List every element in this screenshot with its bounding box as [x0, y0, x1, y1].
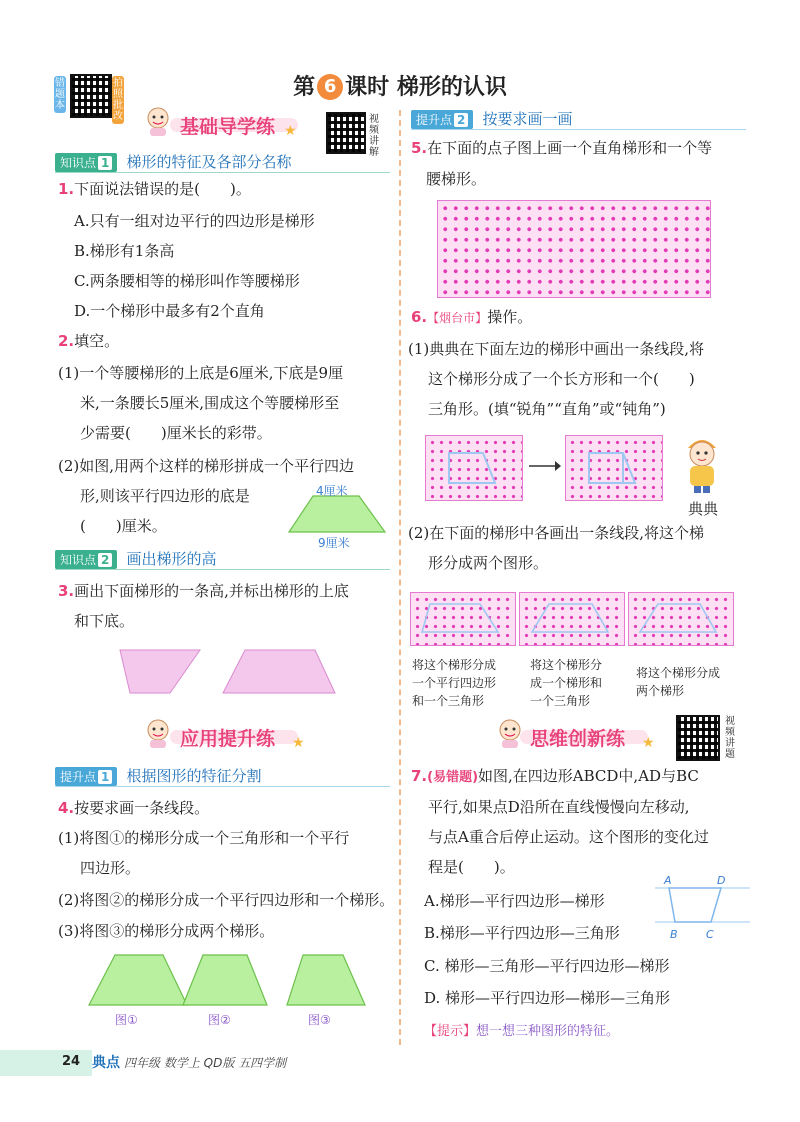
q7-line3: 与点A重合后停止运动。这个图形的变化过	[428, 828, 709, 846]
q6-caption-1: 将这个梯形分成 一个平行四边形 和一个三角形	[412, 658, 497, 708]
page-number: 24	[62, 1054, 81, 1069]
q4-label-3: 图③	[308, 1013, 331, 1027]
q6-part1-line3: 三角形。(填“锐角”“直角”或“钝角”)	[428, 400, 666, 418]
left-qr-label-a: 错题本	[55, 78, 65, 111]
q6-caption-3: 将这个梯形分成 两个梯形	[636, 666, 721, 698]
q1-option-a[interactable]: A.只有一组对边平行的四边形是梯形	[74, 212, 315, 230]
q2-fig-bottom-label: 9厘米	[318, 536, 350, 550]
improve-point-2: 提升点 2 按要求画一画	[411, 108, 572, 129]
q7-line4: 程是( )。	[428, 858, 515, 876]
column-divider	[399, 110, 401, 1045]
star-icon-3: ★	[642, 735, 655, 751]
q5-line2: 腰梯形。	[426, 170, 487, 188]
character-name: 典典	[688, 500, 719, 518]
cartoon-baby-icon	[144, 106, 172, 136]
q4-figures[interactable]	[85, 950, 395, 1010]
q6-trapezoid-overlays	[410, 592, 732, 644]
q2-part1-line1: (1)一个等腰梯形的上底是6厘米,下底是9厘	[58, 364, 344, 382]
explain-qr-label: 视频讲题	[725, 716, 735, 760]
q7-point-d: D	[717, 874, 726, 887]
improve-point-1: 提升点 1 根据图形的特征分割	[55, 765, 261, 786]
character-diandian-icon	[680, 432, 724, 494]
q6-part1-line1: (1)典典在下面左边的梯形中画出一条线段,将	[408, 340, 705, 358]
question-5: 5.在下面的点子图上画一个直角梯形和一个等	[411, 139, 713, 157]
q7-option-d[interactable]: D. 梯形—平行四边形—梯形—三角形	[424, 989, 671, 1007]
kp-underline	[55, 172, 390, 173]
kp-title: 梯形的特征及各部分名称	[126, 153, 292, 171]
q4-part1-line2: 四边形。	[80, 859, 141, 877]
q2-part1-line2: 米,一条腰长5厘米,围成这个等腰梯形至	[80, 394, 340, 412]
q7-line2: 平行,如果点D沿所在直线慢慢向左移动,	[428, 798, 690, 816]
q4-part3: (3)将图③的梯形分成两个梯形。	[58, 922, 275, 940]
q2-part1-line3: 少需要( )厘米长的彩带。	[80, 424, 272, 442]
city-tag: 烟台市	[439, 311, 476, 325]
arrow-right-icon	[527, 458, 561, 477]
section-title-apply: 应用提升练	[180, 728, 276, 750]
q1-option-c[interactable]: C.两条腰相等的梯形叫作等腰梯形	[74, 272, 300, 290]
question-4: 4.按要求画一条线段。	[58, 799, 210, 817]
q7-hint: 【提示】想一想三种图形的特征。	[424, 1024, 620, 1039]
q6-caption-2: 将这个梯形分 成一个梯形和 一个三角形	[530, 658, 603, 708]
video-qr-label: 视频讲解	[369, 114, 379, 158]
footer-desc: 四年级 数学上 QD版 五四学制	[124, 1056, 287, 1070]
question-1: 1.下面说法错误的是( )。	[58, 180, 251, 198]
q6-trap-after	[565, 435, 661, 499]
q7-point-a: A	[664, 874, 672, 887]
q2-part2-line1: (2)如图,用两个这样的梯形拼成一个平行四边	[58, 457, 355, 475]
kp2-underline	[55, 569, 390, 570]
knowledge-point-2: 知识点 2 画出梯形的高	[55, 548, 216, 569]
page-title: 第 6 课时 梯形的认识	[293, 75, 507, 100]
q7-option-a[interactable]: A.梯形—平行四边形—梯形	[424, 892, 605, 910]
q7-figure	[655, 882, 750, 932]
q6-part1-line2: 这个梯形分成了一个长方形和一个( )	[428, 370, 695, 388]
explain-qr-code[interactable]	[676, 715, 720, 761]
q2-part2-line3: ( )厘米。	[80, 517, 167, 535]
q3-trapezoids[interactable]	[115, 645, 395, 700]
question-7: 7.(易错题)如图,在四边形ABCD中,AD与BC	[411, 767, 699, 785]
q4-label-1: 图①	[115, 1013, 138, 1027]
question-2: 2.填空。	[58, 332, 120, 350]
question-6: 6.【烟台市】操作。	[411, 308, 533, 326]
q6-trap-before	[425, 435, 521, 499]
cartoon-baby-icon-3	[496, 718, 524, 748]
q7-point-c: C	[706, 928, 714, 941]
q2-part2-line2: 形,则该平行四边形的底是	[80, 487, 250, 505]
q7-option-c[interactable]: C. 梯形—三角形—平行四边形—梯形	[424, 957, 670, 975]
section-title-think: 思维创新练	[530, 728, 626, 750]
kp-badge: 知识点 1	[55, 153, 117, 172]
q3-line2: 和下底。	[74, 612, 135, 630]
q6-part2-line1: (2)在下面的梯形中各画出一条线段,将这个梯	[408, 524, 705, 542]
q2-fig-top-label: 4厘米	[316, 484, 348, 498]
up2-underline	[411, 129, 746, 130]
cartoon-baby-icon-2	[144, 718, 172, 748]
section-title-basic: 基础导学练	[180, 116, 276, 138]
knowledge-point-1	[55, 151, 291, 172]
q7-point-b: B	[670, 928, 678, 941]
q4-part1-line1: (1)将图①的梯形分成一个三角形和一个平行	[58, 829, 350, 847]
q5-dot-grid[interactable]	[437, 200, 711, 298]
star-icon-2: ★	[292, 735, 305, 751]
video-qr-code[interactable]	[326, 112, 366, 154]
q4-label-2: 图②	[208, 1013, 231, 1027]
up1-underline	[55, 786, 390, 787]
lesson-number: 6	[317, 74, 343, 100]
q1-option-b[interactable]: B.梯形有1条高	[74, 242, 175, 260]
q1-option-d[interactable]: D.一个梯形中最多有2个直角	[74, 302, 265, 320]
left-qr-label-b: 拍照批改	[113, 78, 123, 122]
question-3: 3.画出下面梯形的一条高,并标出梯形的上底	[58, 582, 349, 600]
q6-part2-line2: 形分成两个图形。	[428, 554, 549, 572]
q7-option-b[interactable]: B.梯形—平行四边形—三角形	[424, 924, 620, 942]
q4-part2: (2)将图②的梯形分成一个平行四边形和一个梯形。	[58, 891, 395, 909]
footer-brand: 典点	[92, 1055, 120, 1071]
star-icon: ★	[284, 123, 297, 139]
